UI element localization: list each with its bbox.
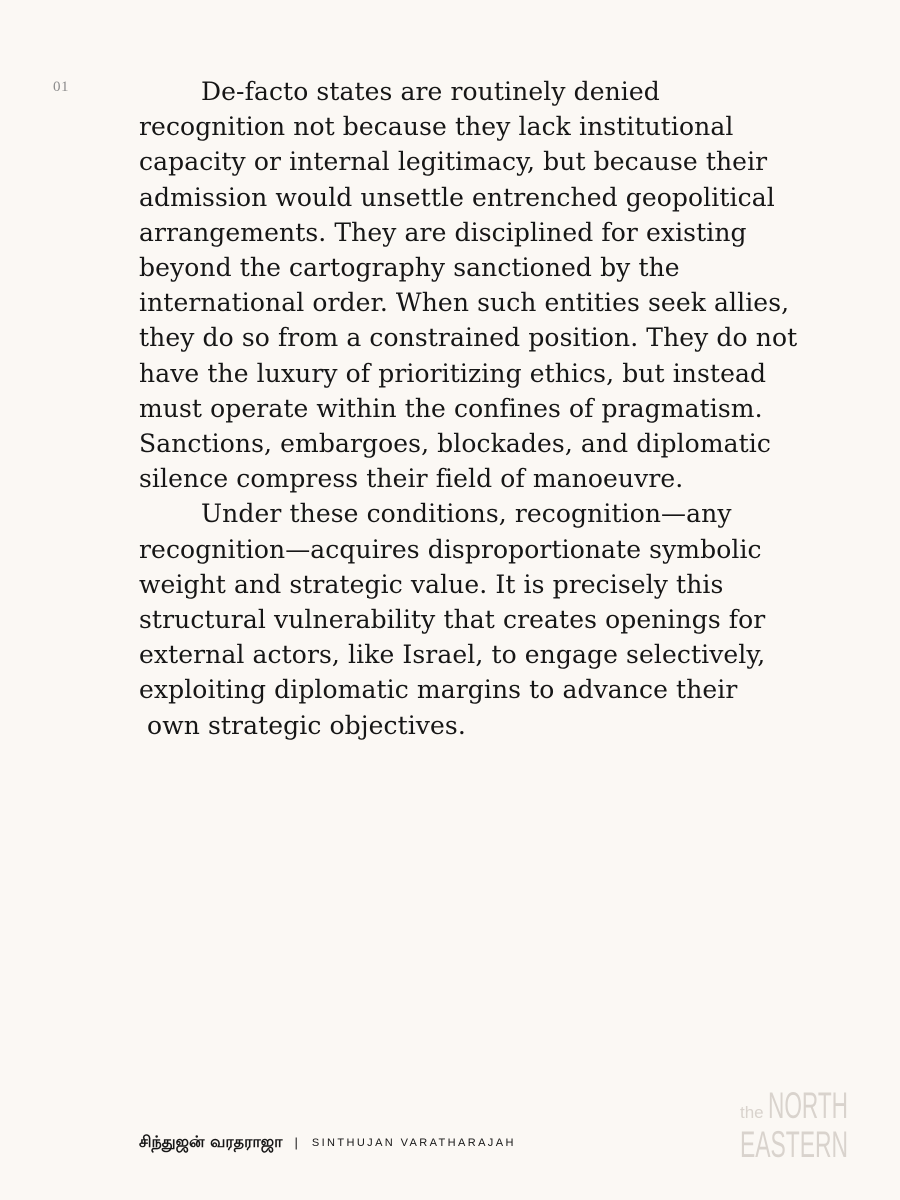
- text-line: have the luxury of prioritizing ethics, but instead: [139, 358, 767, 388]
- text-line: weight and strategic value. It is precisely this: [139, 569, 724, 599]
- text-line: recognition—acquires disproportionate symbolic: [139, 534, 762, 564]
- byline-separator: |: [294, 1135, 298, 1150]
- paragraph-2: [139, 496, 859, 742]
- text-line: must operate within the confines of pragmatism.: [139, 393, 763, 423]
- text-line: international order. When such entities seek allies,: [139, 288, 790, 318]
- author-name-tamil: சிந்துஜன் வரதராஜா: [139, 1132, 283, 1151]
- text-line: silence compress their field of manoeuvre.: [139, 464, 684, 494]
- text-line: Sanctions, embargoes, blockades, and diplomatic: [139, 429, 771, 459]
- text-line: they do so from a constrained position. They do not: [139, 323, 798, 353]
- text-line: exploiting diplomatic margins to advance their: [139, 675, 738, 705]
- author-byline: [139, 1132, 516, 1153]
- logo-word-north: NORTH: [768, 1085, 848, 1126]
- text-line: arrangements. They are disciplined for existing: [139, 217, 747, 247]
- text-line: external actors, like Israel, to engage selectively,: [139, 640, 766, 670]
- article-body: [139, 74, 859, 743]
- text-line: De-facto states are routinely denied: [201, 77, 660, 106]
- text-line: capacity or internal legitimacy, but because their: [139, 147, 768, 177]
- the-north-eastern-logo: [740, 1085, 850, 1165]
- text-line: beyond the cartography sanctioned by the: [139, 253, 680, 283]
- text-line: admission would unsettle entrenched geopolitical: [139, 182, 775, 212]
- text-line: own strategic objectives.: [139, 710, 466, 740]
- author-name-latin: SINTHUJAN VARATHARAJAH: [311, 1136, 516, 1149]
- text-line: recognition not because they lack institutional: [139, 112, 734, 142]
- text-line: Under these conditions, recognition—any: [201, 499, 732, 529]
- page-number: 01: [53, 79, 69, 95]
- logo-word-the: the: [740, 1103, 764, 1122]
- logo-word-eastern: EASTERN: [740, 1124, 848, 1165]
- text-line: structural vulnerability that creates openings for: [139, 605, 766, 635]
- paragraph-1: [139, 74, 859, 496]
